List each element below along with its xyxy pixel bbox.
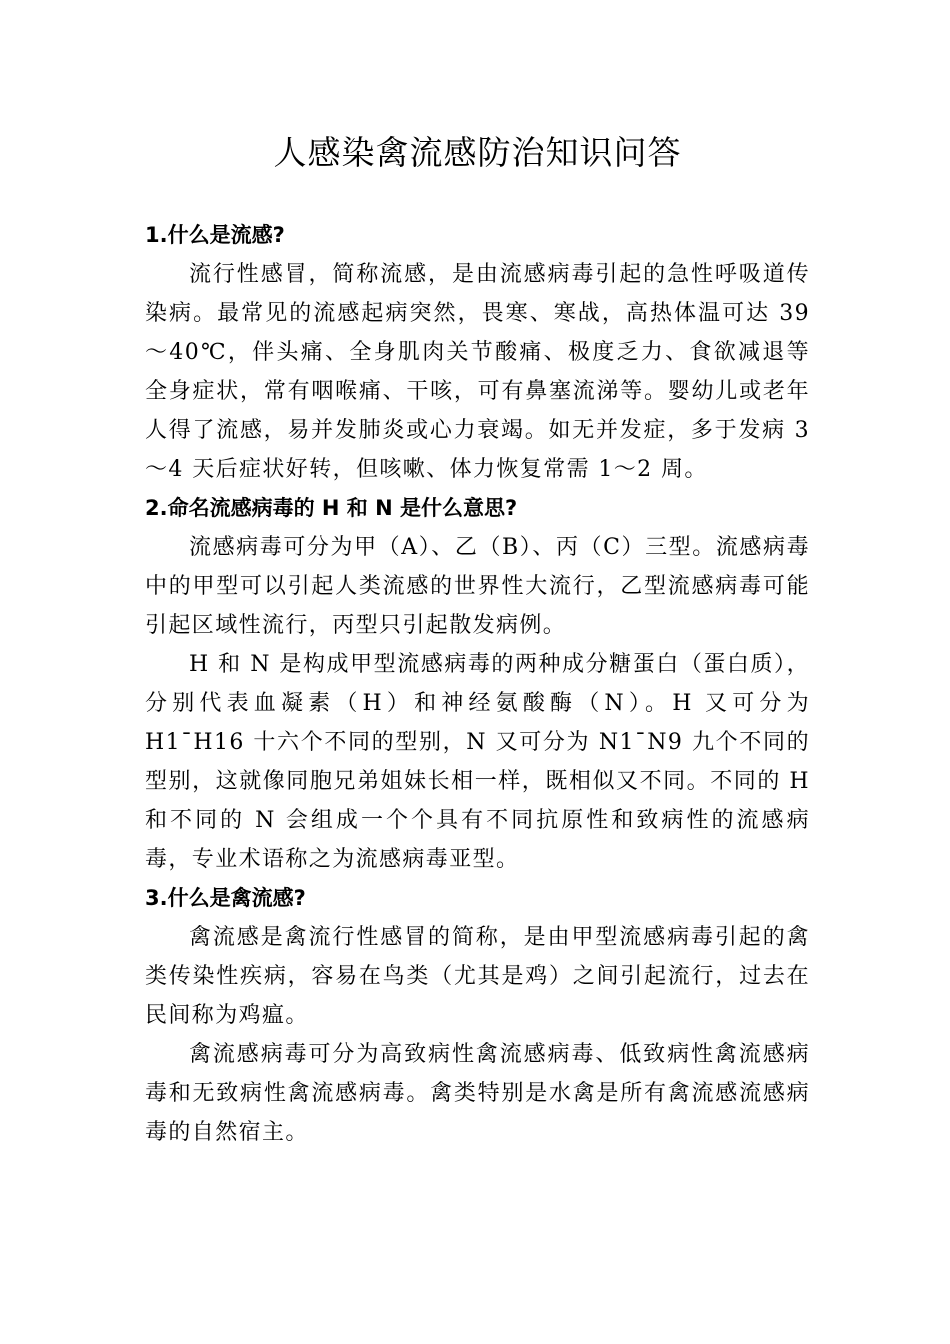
answer-paragraph: 禽流感病毒可分为高致病性禽流感病毒、低致病性禽流感病毒和无致病性禽流感病毒。禽类特别是水禽是所有禽流感流感病毒的自然宿主。 [145,1042,810,1145]
qa-section-2 [145,489,810,879]
document-title: 人感染禽流感防治知识问答 [273,133,682,172]
answer-paragraph: 流感病毒可分为甲（A）、乙（B）、丙（C）三型。流感病毒中的甲型可以引起人类流感的世界性大流行，乙型流感病毒可能引起区域性流行，丙型只引起散发病例。 [145,535,810,638]
answer-paragraph: H 和 N 是构成甲型流感病毒的两种成分糖蛋白（蛋白质），分别代表血凝素（H）和神经氨酸酶（N）。H 又可分为 H1¯H16 十六个不同的型别，N 又可分为 N1¯N9 九个不同的型别，这就像同胞兄弟姐妹长相一样，既相似又不同。不同的 H 和不同的 N 会组成一个个具有不同抗原性和致病性的流感病毒，专业术语称之为流感病毒亚型。 [145,652,810,872]
document-body [145,216,810,1152]
question-heading: 2.命名流感病毒的 H 和 N 是什么意思? [145,496,518,520]
qa-section-3 [145,879,810,1152]
answer-paragraph: 禽流感是禽流行性感冒的简称，是由甲型流感病毒引起的禽类传染性疾病，容易在鸟类（尤其是鸡）之间引起流行，过去在民间称为鸡瘟。 [145,925,810,1028]
answer-paragraph: 流行性感冒，简称流感，是由流感病毒引起的急性呼吸道传染病。最常见的流感起病突然，畏寒、寒战，高热体温可达 39～40℃，伴头痛、全身肌肉关节酸痛、极度乏力、食欲减退等全身症状，常有咽喉痛、干咳，可有鼻塞流涕等。婴幼儿或老年人得了流感，易并发肺炎或心力衰竭。如无并发症，多于发病 3～4 天后症状好转，但咳嗽、体力恢复常需 1～2 周。 [145,262,810,482]
question-heading: 1.什么是流感? [145,223,285,247]
qa-section-1 [145,216,810,489]
question-heading: 3.什么是禽流感? [145,886,306,910]
